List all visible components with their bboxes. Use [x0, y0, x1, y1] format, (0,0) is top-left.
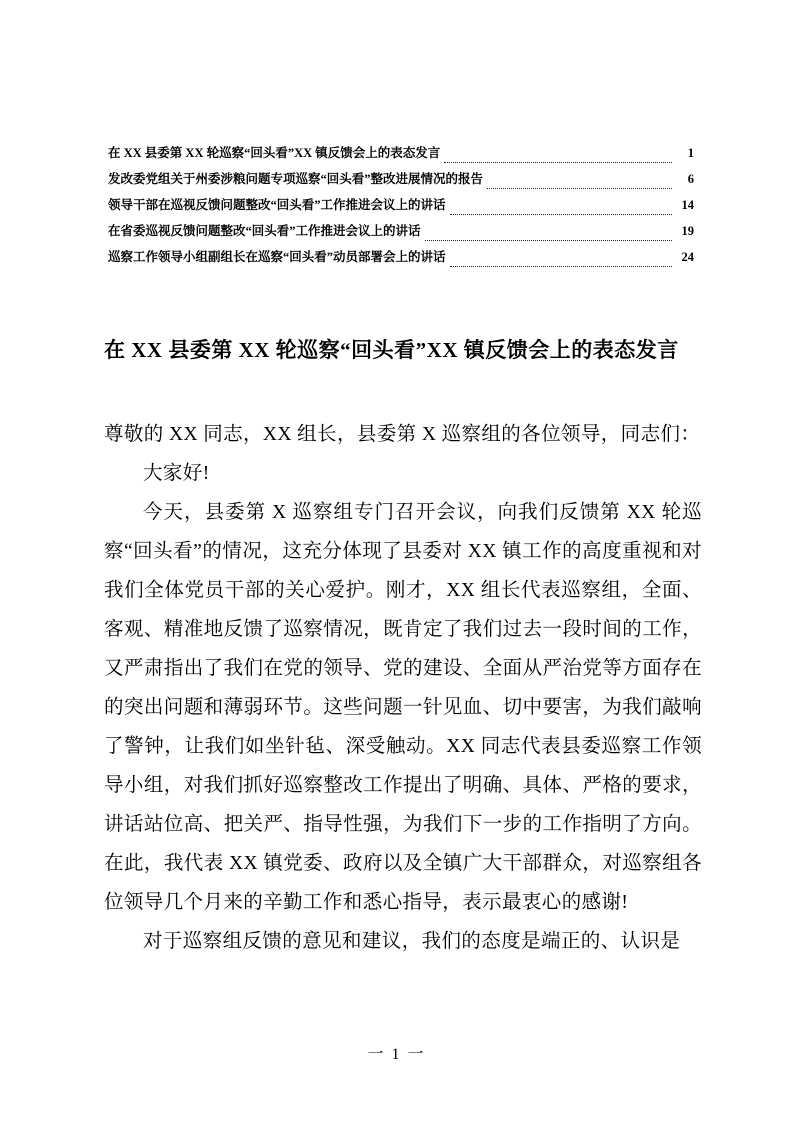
toc-entry[interactable] [108, 166, 694, 192]
page-footer [0, 1041, 793, 1064]
page-number: 一 1 一 [367, 1046, 426, 1063]
toc-entry[interactable] [108, 244, 694, 270]
toc-entry-page: 24 [681, 250, 694, 264]
toc-entry-page: 6 [687, 172, 694, 186]
toc-leader-dots [450, 265, 672, 267]
toc-entry[interactable] [108, 140, 694, 166]
paragraph-body-2: 对于巡察组反馈的意见和建议，我们的态度是端正的、认识是 [143, 931, 681, 952]
paragraph-body-1: 今天，县委第 X 巡察组专门召开会议，向我们反馈第 XX 轮巡察“回头看”的情况，这充分体现了县委对 XX 镇工作的高度重视和对我们全体党员干部的关心爱护。刚才，XX 组长代表巡察组，全面、客观、精准地反馈了巡察情况，既肯定了我们过去一段时间的工作，又严肃指出了我们在党的领导、党的建设、全面从严治党等方面存在的突出问题和薄弱环节。这些问题一针见血、切中要害，为我们敲响了警钟，让我们如坐针毡、深受触动。XX 同志代表县委巡察工作领导小组，对我们抓好巡察整改工作提出了明确、具体、严格的要求，讲话站位高、把关严、指导性强，为我们下一步的工作指明了方向。在此，我代表 XX 镇党委、政府以及全镇广大干部群众，对巡察组各位领导几个月来的辛勤工作和悉心指导，表示最衷心的感谢! [104, 502, 702, 913]
toc-leader-dots [444, 161, 672, 163]
toc-entry-page: 14 [681, 198, 694, 212]
toc-entry[interactable] [108, 218, 694, 244]
toc-leader-dots [425, 239, 672, 241]
page-title: 在 XX 县委第 XX 轮巡察“回头看”XX 镇反馈会上的表态发言 [104, 338, 679, 363]
toc-entry[interactable] [108, 192, 694, 218]
toc-leader-dots [487, 187, 672, 189]
toc-entry-title: 在省委巡视反馈问题整改“回头看”工作推进会议上的讲话 [108, 224, 421, 238]
paragraph-greeting: 大家好! [143, 463, 210, 484]
toc-entry-page: 1 [687, 146, 694, 160]
document-body [104, 415, 702, 961]
toc-entry-title: 发改委党组关于州委涉粮问题专项巡察“回头看”整改进展情况的报告 [108, 172, 484, 186]
toc-entry-title: 在 XX 县委第 XX 轮巡察“回头看”XX 镇反馈会上的表态发言 [108, 146, 441, 160]
toc-entry-page: 19 [681, 224, 694, 238]
toc-leader-dots [450, 213, 672, 215]
paragraph-salutation: 尊敬的 XX 同志，XX 组长，县委第 X 巡察组的各位领导，同志们： [104, 424, 701, 445]
toc-entry-title: 巡察工作领导小组副组长在巡察“回头看”动员部署会上的讲话 [108, 250, 446, 264]
table-of-contents [108, 140, 694, 270]
toc-entry-title: 领导干部在巡视反馈问题整改“回头看”工作推进会议上的讲话 [108, 198, 446, 212]
